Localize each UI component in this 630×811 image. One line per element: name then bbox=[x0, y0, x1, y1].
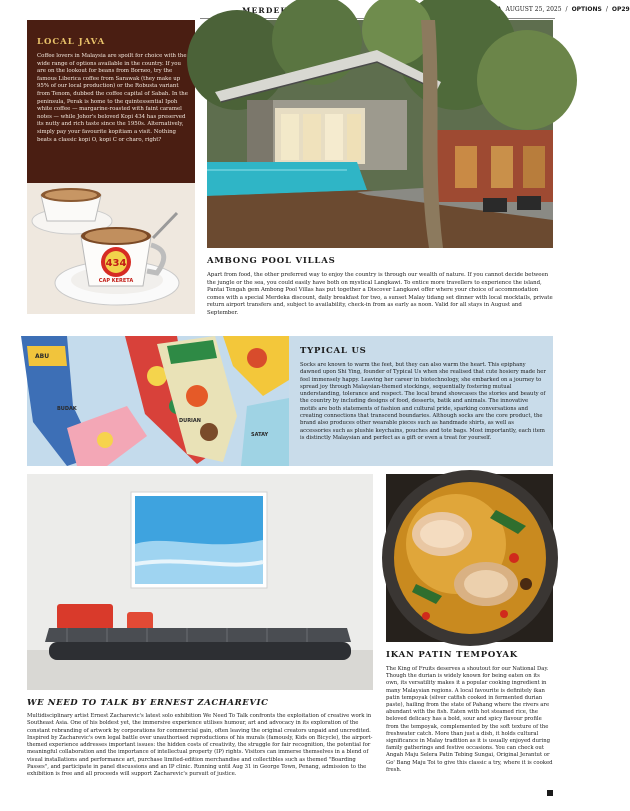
ikan-patin-photo bbox=[386, 474, 553, 642]
we-need-title: WE NEED TO TALK BY ERNEST ZACHAREVIC bbox=[27, 698, 269, 708]
issue-date: AUGUST 25, 2025 bbox=[505, 6, 562, 13]
local-java-title: LOCAL JAVA bbox=[37, 37, 106, 47]
typical-us-title: TYPICAL US bbox=[300, 346, 367, 356]
ambong-title: AMBONG POOL VILLAS bbox=[207, 256, 336, 266]
cup-logo-label: CAP KERETA bbox=[98, 278, 134, 284]
page-number: OP29 bbox=[611, 6, 630, 13]
local-java-body: Coffee lovers in Malaysia are spoilt for choice with the wide range of options available in the country. If you are on the lookout for beans from Borneo, try the famous Liberica coffee from Sarawak (they make up 95% of our local production) or the Robusta variant from Tenom, dubbed the coffee capital of Sabah. In the peninsula, Perak is home to the quintessential Ipoh white coffee — margarine-roasted with faint caramel notes — while Johor's beloved Kopi 434 has preserved its nutty and rich taste since the 1950s. Alternatively, simply pay your favourite kopitiam a visit. Nothing beats a classic kopi O, kopi C or charo, right? bbox=[37, 53, 188, 143]
cup-logo-number: 434 bbox=[105, 258, 127, 269]
sock-label: DURIAN bbox=[179, 418, 201, 424]
sock-label: BUDAK bbox=[57, 406, 77, 412]
sock-label: ABU bbox=[35, 353, 50, 360]
exhibition-photo bbox=[27, 474, 373, 690]
typical-us-panel bbox=[27, 336, 553, 466]
villa-photo bbox=[207, 20, 553, 248]
we-need-body: Multidisciplinary artist Ernest Zacharevic's latest solo exhibition We Need To Talk confronts the exploitation of creative work in Southeast Asia. One of his boldest yet, the immersive experience utilises humour, art and advocacy in its exploration of the constant rebranding of artwork by corporations for commercial gain, often leaving the original creators unpaid and uncredited. Inspired by Zacharevic's own legal battle over unauthorised reproductions of his murals (famously, Kids on Bicycle), the airport-themed experience addresses important issues: the hidden costs of creativity, the struggle for fair recognition, the potential for meaningful collaboration and the importance of intellectual property (IP) rights. Visitors can immerse themselves in a blend of visual installations and performance art, purchase limited-edition merchandise and collectibles such as themed "Boarding Passes", and participate in panel discussions and an IP clinic. Running until Aug 31 in George Town, Penang, admission to the exhibition is free and all proceeds will support Zacharevic's pursuit of justice. bbox=[27, 713, 373, 778]
end-mark bbox=[547, 790, 553, 796]
header-separator: / bbox=[565, 6, 568, 13]
coffee-cups-photo bbox=[27, 183, 195, 314]
ikan-patin-body: The King of Fruits deserves a shoutout for our National Day. Though the durian is widely known for being eaten on its own, its versatility makes it a popular cooking ingredient in many Malaysian regions. A local favourite is definitely ikan patin tempoyak (silver catfish cooked in fermented durian paste), hailing from the state of Pahang where the rivers are abundant with the fish. Eaten with hot steamed rice, the beloved delicacy has a bold, sour and spicy flavour profile from the tempoyak, complemented by the soft texture of the freshwater catch. More than just a dish, it holds cultural significance in Malay tradition as it is usually enjoyed during family gatherings and festive occasions. You can check out Angah Maju Selera Patin Tebing Sungai, Original Jerantut or Go' Bang Maju Toi to give this classic a try, where it is cooked fresh. bbox=[386, 666, 553, 773]
ikan-patin-title: IKAN PATIN TEMPOYAK bbox=[386, 650, 518, 660]
section-label: MERDEKA bbox=[242, 6, 295, 15]
ambong-body: Apart from food, the other preferred way to enjoy the country is through our wealth of nature. If you cannot decide between the jungle or the sea, you could easily have both on mystical Langkawi. To entice more travellers to experience the island, Pantai Tengah gem Ambong Pool Villas has put together a Discover Langkawi offer where your choice of accommodation comes with a special Merdeka discount, daily breakfast for two, a sunset Malay tidang set dinner with local mocktails, private return airport transfers and, subject to availability, check-in from as early as noon. Valid for all stays in August and September. bbox=[207, 272, 553, 316]
section-options: OPTIONS bbox=[571, 6, 602, 13]
local-java-panel bbox=[27, 20, 195, 314]
typical-us-body: Socks are known to warm the feet, but they can also warm the heart. This epiphany dawned upon Shi Ying, founder of Typical Us when she realised that cute hosiery made her feel immensely happy. Leaving her career in biotechnology, she embarked on a journey to spread joy through Malaysian-themed stockings, sequentially fostering mutual understanding, tolerance and respect. The local brand showcases the stories and beauty of the country by including designs of food, desserts, batik and animals. The innovative motifs are both statements of fashion and cultural pride, sparking conversations and creating connections that transcend boundaries. Although socks are the core product, the brand also produces other wearable pieces such as handmade shirts, as well as accessories such as plushie keychains, pouches and tote bags. Most importantly, each item is distinctly Malaysian and perfect as a gift or even a treat for yourself. bbox=[300, 362, 546, 441]
sock-label: SATAY bbox=[251, 432, 269, 438]
header-separator: / bbox=[605, 6, 608, 13]
socks-photo bbox=[27, 336, 289, 466]
